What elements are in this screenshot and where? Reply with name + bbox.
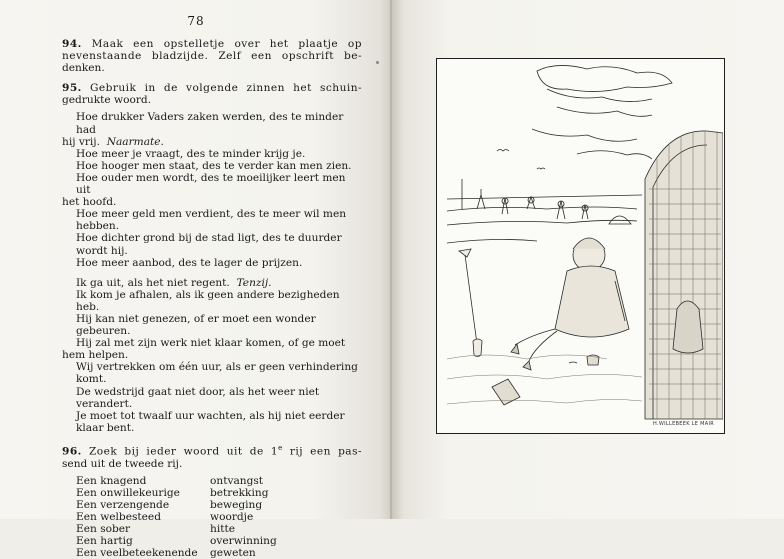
beach-scene-illustration bbox=[436, 58, 725, 434]
list-item: Een welbesteed bbox=[76, 510, 161, 523]
exercise-96-head-1b: rij een pas- bbox=[282, 445, 362, 458]
list-item: overwinning bbox=[210, 535, 277, 548]
list-item: betrekking bbox=[210, 486, 269, 499]
sentence-line: Hoe meer geld men verdient, des te meer wil men hebben. bbox=[76, 208, 347, 233]
list-item: Een sober bbox=[76, 523, 131, 535]
illustrator-signature: H.WILLEBEEK LE MAIR bbox=[653, 421, 714, 427]
sentence-line: Je moet tot twaalf uur wachten, als hij niet eerder klaar bent. bbox=[76, 409, 345, 434]
sentence-line: Hoe hooger men staat, des te verder kan men zien. bbox=[76, 159, 352, 172]
word-match-list bbox=[76, 475, 362, 559]
sentence-line: hij vrij. bbox=[62, 135, 100, 148]
list-item: Een verzengende bbox=[76, 498, 170, 511]
exercise-96-head-2: send uit de tweede rij. bbox=[62, 457, 183, 470]
sentence-line: Hoe drukker Vaders zaken werden, des te minder had bbox=[76, 111, 344, 136]
exercise-94-line-1: Maak een opstelletje over het plaatje op bbox=[91, 38, 362, 50]
left-page-text bbox=[62, 38, 362, 559]
exercise-95-head-1: Gebruik in de volgende zinnen het schuin- bbox=[90, 82, 362, 95]
sentence-line: Hoe meer je vraagt, des te minder krijg je. bbox=[76, 147, 306, 160]
list-item: Een onwillekeurige bbox=[76, 486, 180, 499]
sentence-line: Ik ga uit, als het niet regent. bbox=[76, 276, 230, 289]
list-item: woordje bbox=[210, 510, 254, 523]
exercise-96-head-1a: Zoek bij ieder woord uit de 1 bbox=[88, 445, 279, 458]
exercise-95 bbox=[62, 82, 362, 434]
list-item: Een veelbeteekenende bbox=[76, 547, 198, 559]
sentence-line: Wij vertrekken om één uur, als er geen verhindering komt. bbox=[76, 361, 358, 386]
speck bbox=[376, 61, 379, 64]
exercise-94-number: 94. bbox=[62, 38, 82, 50]
sentence-line: Hij zal met zijn werk niet klaar komen, of ge moet bbox=[76, 337, 346, 350]
list-item: Een knagend bbox=[76, 474, 147, 487]
list-item: ontvangst bbox=[210, 474, 264, 487]
illustration-drawing bbox=[437, 59, 723, 432]
page-number: 78 bbox=[187, 14, 205, 28]
italic-keyword: Tenzij. bbox=[236, 276, 272, 289]
exercise-94 bbox=[62, 38, 362, 74]
exercise-96-head-sup: e bbox=[278, 443, 283, 452]
exercise-94-line-3: denken. bbox=[62, 62, 105, 75]
list-item: geweten bbox=[210, 547, 256, 559]
list-item: Een hartig bbox=[76, 535, 133, 548]
sentence-line: hem helpen. bbox=[62, 349, 129, 362]
sentence-line: Ik kom je afhalen, als ik geen andere bezigheden heb. bbox=[76, 288, 340, 313]
list-item: beweging bbox=[210, 498, 263, 511]
sentence-line: Hoe ouder men wordt, des te moeilijker leert men uit bbox=[76, 171, 346, 197]
sentence-line: Hoe dichter grond bij de stad ligt, des te duurder wordt hij. bbox=[76, 232, 342, 257]
exercise-95-head-2: gedrukte woord. bbox=[62, 94, 152, 107]
exercise-96 bbox=[62, 442, 362, 559]
exercise-94-line-2: nevenstaande bladzijde. Zelf een opschrift be- bbox=[62, 50, 362, 63]
sentence-line: De wedstrijd gaat niet door, als het weer niet verandert. bbox=[76, 385, 320, 410]
sentence-line: Hoe meer aanbod, des te lager de prijzen. bbox=[76, 256, 303, 269]
sentence-line: Hij kan niet genezen, of er moet een wonder gebeuren. bbox=[76, 312, 316, 338]
sentence-line: het hoofd. bbox=[62, 196, 117, 209]
exercise-96-number: 96. bbox=[62, 445, 82, 458]
list-item: hitte bbox=[210, 523, 235, 535]
exercise-95-number: 95. bbox=[62, 82, 82, 95]
italic-keyword: Naarmate. bbox=[106, 135, 164, 148]
